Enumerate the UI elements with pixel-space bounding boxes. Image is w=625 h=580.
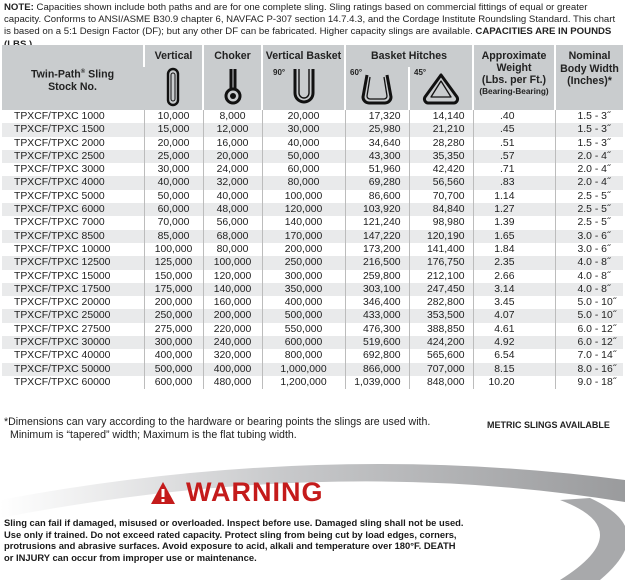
stock-number: TPXCF/TPXC 25000 — [2, 309, 144, 322]
vertical-basket-capacity: 30,000 — [262, 123, 345, 136]
choker-capacity: 480,000 — [203, 376, 262, 389]
vertical-basket-capacity: 40,000 — [262, 137, 345, 150]
body-width-value: 4.0 - 8˝ — [555, 270, 623, 283]
table-row — [2, 256, 623, 269]
vertical-basket-capacity: 500,000 — [262, 309, 345, 322]
body-width-value: 6.0 - 12˝ — [555, 336, 623, 349]
vertical-capacity: 400,000 — [144, 349, 203, 362]
weight-value: 10.20 — [473, 376, 555, 389]
body-width-value: 3.0 - 6˝ — [555, 230, 623, 243]
vertical-basket-capacity: 50,000 — [262, 150, 345, 163]
table-row — [2, 150, 623, 163]
table-row — [2, 296, 623, 309]
table-row — [2, 363, 623, 376]
header-body-width: Nominal Body Width (Inches)* — [555, 45, 623, 110]
weight-value: .51 — [473, 137, 555, 150]
choker-capacity: 48,000 — [203, 203, 262, 216]
basket-60-capacity: 259,800 — [345, 270, 409, 283]
warning-line-3: protrusions and abrasive surfaces. Avoid exposure to acid, alkali and temperature over 180°F. DEATH — [4, 540, 456, 552]
choker-capacity: 200,000 — [203, 309, 262, 322]
stock-number: TPXCF/TPXC 40000 — [2, 349, 144, 362]
table-row — [2, 110, 623, 123]
table-row — [2, 123, 623, 136]
stock-number: TPXCF/TPXC 1500 — [2, 123, 144, 136]
choker-capacity: 12,000 — [203, 123, 262, 136]
basket-60-capacity: 43,300 — [345, 150, 409, 163]
stock-number: TPXCF/TPXC 27500 — [2, 323, 144, 336]
body-width-value: 5.0 - 10˝ — [555, 309, 623, 322]
stock-number: TPXCF/TPXC 15000 — [2, 270, 144, 283]
vertical-basket-capacity: 1,000,000 — [262, 363, 345, 376]
table-row — [2, 283, 623, 296]
note-emphasis: CAPACITIES ARE IN POUNDS — [475, 26, 612, 38]
vertical-capacity: 175,000 — [144, 283, 203, 296]
choker-capacity: 80,000 — [203, 243, 262, 256]
footnote-line-1: *Dimensions can vary according to the hardware or bearing points the slings are used with. — [4, 416, 431, 428]
basket-45-capacity: 28,280 — [409, 137, 473, 150]
body-width-value: 3.0 - 6˝ — [555, 243, 623, 256]
footnote-line-2: Minimum is “tapered” width; Maximum is the flat tubing width. — [10, 429, 297, 441]
header-choker: Choker — [203, 45, 262, 67]
basket-60-capacity: 433,000 — [345, 309, 409, 322]
weight-value: 1.14 — [473, 190, 555, 203]
body-width-value: 7.0 - 14˝ — [555, 349, 623, 362]
body-width-value: 1.5 - 3˝ — [555, 137, 623, 150]
basket-60-capacity: 69,280 — [345, 176, 409, 189]
stock-number: TPXCF/TPXC 2500 — [2, 150, 144, 163]
stock-number: TPXCF/TPXC 3000 — [2, 163, 144, 176]
body-width-value: 1.5 - 3˝ — [555, 110, 623, 123]
choker-capacity: 320,000 — [203, 349, 262, 362]
choker-capacity: 40,000 — [203, 190, 262, 203]
table-row — [2, 230, 623, 243]
vertical-capacity: 85,000 — [144, 230, 203, 243]
vertical-capacity: 300,000 — [144, 336, 203, 349]
table-row — [2, 349, 623, 362]
stock-number: TPXCF/TPXC 10000 — [2, 243, 144, 256]
vertical-basket-capacity: 100,000 — [262, 190, 345, 203]
table-row — [2, 323, 623, 336]
choker-capacity: 56,000 — [203, 216, 262, 229]
weight-value: 8.15 — [473, 363, 555, 376]
basket-60-capacity: 1,039,000 — [345, 376, 409, 389]
header-stock-number: Twin-Path® Sling Stock No. — [2, 45, 144, 110]
basket-45-capacity: 848,000 — [409, 376, 473, 389]
warning-line-2: Use only if trained. Do not exceed rated capacity. Protect sling from being cut by load edges, corners, — [4, 528, 457, 540]
vertical-basket-capacity: 80,000 — [262, 176, 345, 189]
stock-number: TPXCF/TPXC 5000 — [2, 190, 144, 203]
table-body — [2, 110, 623, 389]
body-width-value: 2.5 - 5˝ — [555, 190, 623, 203]
choker-capacity: 100,000 — [203, 256, 262, 269]
vertical-basket-capacity: 1,200,000 — [262, 376, 345, 389]
basket-45-icon — [409, 67, 473, 110]
basket-60-capacity: 103,920 — [345, 203, 409, 216]
body-width-value: 4.0 - 8˝ — [555, 256, 623, 269]
basket-60-capacity: 17,320 — [345, 110, 409, 123]
table-row — [2, 137, 623, 150]
weight-value: 6.54 — [473, 349, 555, 362]
weight-value: 4.07 — [473, 309, 555, 322]
choker-capacity: 32,000 — [203, 176, 262, 189]
basket-45-capacity: 141,400 — [409, 243, 473, 256]
basket-45-capacity: 212,100 — [409, 270, 473, 283]
weight-value: .57 — [473, 150, 555, 163]
basket-60-capacity: 34,640 — [345, 137, 409, 150]
vertical-hitch-icon — [144, 67, 203, 110]
stock-number: TPXCF/TPXC 7000 — [2, 216, 144, 229]
warning-line-4: or INJURY can occur from improper use or maintenance. — [4, 551, 257, 563]
vertical-capacity: 125,000 — [144, 256, 203, 269]
vertical-capacity: 60,000 — [144, 203, 203, 216]
basket-45-capacity: 98,980 — [409, 216, 473, 229]
stock-number: TPXCF/TPXC 60000 — [2, 376, 144, 389]
basket-45-capacity: 565,600 — [409, 349, 473, 362]
vertical-basket-capacity: 140,000 — [262, 216, 345, 229]
header-vertical: Vertical — [144, 45, 203, 67]
basket-45-capacity: 84,840 — [409, 203, 473, 216]
vertical-capacity: 10,000 — [144, 110, 203, 123]
basket-60-capacity: 147,220 — [345, 230, 409, 243]
basket-60-capacity: 692,800 — [345, 349, 409, 362]
basket-60-capacity: 519,600 — [345, 336, 409, 349]
basket-45-capacity: 70,700 — [409, 190, 473, 203]
stock-number: TPXCF/TPXC 1000 — [2, 110, 144, 123]
stock-number: TPXCF/TPXC 17500 — [2, 283, 144, 296]
body-width-value: 2.5 - 5˝ — [555, 216, 623, 229]
note-text: Capacities shown include both paths and are for one complete sling. Sling ratings based on commercial fittings of equal or greater capacity. Conforms to ANSI/ASME B30.9 chapter 6, NAVFAC P-307 section 14.7.4.3, and the Cordage Institute Roundsling Standard. This chart is based on a 5:1 Design Factor (DF); but any other DF can be fabricated. Higher capacity slings are available. — [4, 2, 616, 38]
choker-capacity: 24,000 — [203, 163, 262, 176]
body-width-value: 9.0 - 18˝ — [555, 376, 623, 389]
basket-60-capacity: 25,980 — [345, 123, 409, 136]
stock-number: TPXCF/TPXC 8500 — [2, 230, 144, 243]
body-width-value: 6.0 - 12˝ — [555, 323, 623, 336]
basket-60-capacity: 173,200 — [345, 243, 409, 256]
vertical-capacity: 40,000 — [144, 176, 203, 189]
body-width-value: 2.0 - 4˝ — [555, 176, 623, 189]
vertical-capacity: 600,000 — [144, 376, 203, 389]
basket-60-icon — [345, 67, 409, 110]
choker-capacity: 160,000 — [203, 296, 262, 309]
basket-45-capacity: 353,500 — [409, 309, 473, 322]
basket-60-capacity: 866,000 — [345, 363, 409, 376]
table-row — [2, 336, 623, 349]
vertical-basket-capacity: 170,000 — [262, 230, 345, 243]
weight-value: .83 — [473, 176, 555, 189]
basket-45-capacity: 35,350 — [409, 150, 473, 163]
choker-hitch-icon — [203, 67, 262, 110]
body-width-value: 8.0 - 16˝ — [555, 363, 623, 376]
capacity-table — [2, 45, 623, 389]
weight-value: 4.61 — [473, 323, 555, 336]
table-row — [2, 216, 623, 229]
basket-45-capacity: 424,200 — [409, 336, 473, 349]
table-row — [2, 270, 623, 283]
body-width-value: 1.5 - 3˝ — [555, 123, 623, 136]
vertical-basket-capacity: 350,000 — [262, 283, 345, 296]
table-row — [2, 190, 623, 203]
choker-capacity: 20,000 — [203, 150, 262, 163]
basket-45-capacity: 247,450 — [409, 283, 473, 296]
vertical-basket-capacity: 250,000 — [262, 256, 345, 269]
basket-45-capacity: 21,210 — [409, 123, 473, 136]
basket-60-capacity: 303,100 — [345, 283, 409, 296]
vertical-basket-capacity: 200,000 — [262, 243, 345, 256]
basket-45-capacity: 56,560 — [409, 176, 473, 189]
vertical-basket-icon — [262, 67, 345, 110]
weight-value: 1.27 — [473, 203, 555, 216]
choker-capacity: 140,000 — [203, 283, 262, 296]
weight-value: 2.66 — [473, 270, 555, 283]
vertical-capacity: 500,000 — [144, 363, 203, 376]
basket-45-capacity: 176,750 — [409, 256, 473, 269]
note-paragraph — [4, 2, 622, 51]
stock-number: TPXCF/TPXC 2000 — [2, 137, 144, 150]
vertical-basket-capacity: 800,000 — [262, 349, 345, 362]
vertical-capacity: 150,000 — [144, 270, 203, 283]
stock-number: TPXCF/TPXC 4000 — [2, 176, 144, 189]
vertical-capacity: 25,000 — [144, 150, 203, 163]
vertical-basket-capacity: 60,000 — [262, 163, 345, 176]
basket-60-angle: 60° — [350, 68, 363, 77]
warning-heading — [150, 477, 324, 508]
header-basket-hitches: Basket Hitches — [345, 45, 473, 67]
metric-slings-note: METRIC SLINGS AVAILABLE — [487, 420, 610, 430]
choker-capacity: 400,000 — [203, 363, 262, 376]
vertical-capacity: 30,000 — [144, 163, 203, 176]
weight-value: 1.39 — [473, 216, 555, 229]
weight-value: 3.45 — [473, 296, 555, 309]
vertical-capacity: 200,000 — [144, 296, 203, 309]
body-width-value: 2.0 - 4˝ — [555, 150, 623, 163]
basket-60-capacity: 216,500 — [345, 256, 409, 269]
weight-value: .45 — [473, 123, 555, 136]
vertical-basket-angle: 90° — [273, 68, 286, 77]
vertical-basket-capacity: 550,000 — [262, 323, 345, 336]
stock-number: TPXCF/TPXC 30000 — [2, 336, 144, 349]
table-row — [2, 163, 623, 176]
vertical-basket-capacity: 600,000 — [262, 336, 345, 349]
vertical-capacity: 275,000 — [144, 323, 203, 336]
basket-45-capacity: 388,850 — [409, 323, 473, 336]
header-weight: Approximate Weight (Lbs. per Ft.) (Bearing-Bearing) — [473, 45, 555, 110]
choker-capacity: 220,000 — [203, 323, 262, 336]
stock-number: TPXCF/TPXC 50000 — [2, 363, 144, 376]
choker-capacity: 68,000 — [203, 230, 262, 243]
basket-45-capacity: 14,140 — [409, 110, 473, 123]
warning-line-1: Sling can fail if damaged, misused or overloaded. Inspect before use. Damaged sling shall not be used. — [4, 517, 464, 528]
basket-45-capacity: 707,000 — [409, 363, 473, 376]
weight-value: 1.65 — [473, 230, 555, 243]
table-row — [2, 309, 623, 322]
basket-45-capacity: 120,190 — [409, 230, 473, 243]
vertical-capacity: 100,000 — [144, 243, 203, 256]
choker-capacity: 8,000 — [203, 110, 262, 123]
vertical-capacity: 50,000 — [144, 190, 203, 203]
footnote — [4, 416, 430, 442]
basket-45-angle: 45° — [414, 68, 427, 77]
basket-60-capacity: 86,600 — [345, 190, 409, 203]
vertical-capacity: 250,000 — [144, 309, 203, 322]
table-row — [2, 243, 623, 256]
warning-triangle-icon — [150, 481, 176, 505]
table-row — [2, 203, 623, 216]
basket-45-capacity: 282,800 — [409, 296, 473, 309]
vertical-basket-capacity: 300,000 — [262, 270, 345, 283]
vertical-basket-capacity: 400,000 — [262, 296, 345, 309]
basket-60-capacity: 121,240 — [345, 216, 409, 229]
basket-60-capacity: 346,400 — [345, 296, 409, 309]
weight-value: 4.92 — [473, 336, 555, 349]
body-width-value: 2.5 - 5˝ — [555, 203, 623, 216]
stock-number: TPXCF/TPXC 6000 — [2, 203, 144, 216]
weight-value: .71 — [473, 163, 555, 176]
table-row — [2, 176, 623, 189]
weight-value: .40 — [473, 110, 555, 123]
vertical-capacity: 20,000 — [144, 137, 203, 150]
vertical-capacity: 70,000 — [144, 216, 203, 229]
vertical-basket-capacity: 20,000 — [262, 110, 345, 123]
basket-60-capacity: 476,300 — [345, 323, 409, 336]
basket-60-capacity: 51,960 — [345, 163, 409, 176]
weight-value: 2.35 — [473, 256, 555, 269]
choker-capacity: 16,000 — [203, 137, 262, 150]
basket-45-capacity: 42,420 — [409, 163, 473, 176]
choker-capacity: 240,000 — [203, 336, 262, 349]
vertical-basket-capacity: 120,000 — [262, 203, 345, 216]
body-width-value: 4.0 - 8˝ — [555, 283, 623, 296]
weight-value: 1.84 — [473, 243, 555, 256]
warning-title: WARNING — [186, 477, 324, 507]
body-width-value: 5.0 - 10˝ — [555, 296, 623, 309]
stock-number: TPXCF/TPXC 20000 — [2, 296, 144, 309]
table-row — [2, 376, 623, 389]
stock-number: TPXCF/TPXC 12500 — [2, 256, 144, 269]
header-vertical-basket: Vertical Basket — [262, 45, 345, 67]
note-label: NOTE: — [4, 2, 34, 13]
choker-capacity: 120,000 — [203, 270, 262, 283]
body-width-value: 2.0 - 4˝ — [555, 163, 623, 176]
warning-text — [4, 517, 574, 563]
weight-value: 3.14 — [473, 283, 555, 296]
vertical-capacity: 15,000 — [144, 123, 203, 136]
